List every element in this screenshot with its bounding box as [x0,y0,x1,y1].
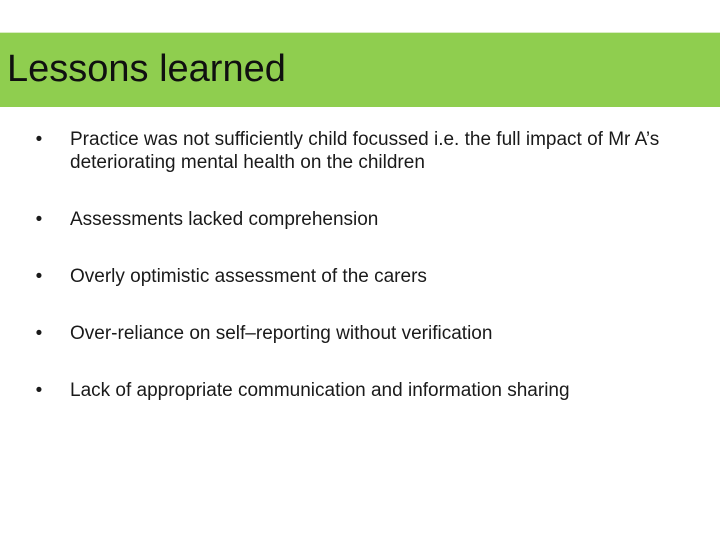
bullet-item [32,379,692,402]
bullet-icon: • [35,129,43,150]
bullet-icon: • [35,380,43,401]
slide-title: Lessons learned [7,48,286,90]
bullet-item [32,208,692,231]
bullet-list [32,128,692,402]
bullet-text: Over-reliance on self–reporting without verification [70,323,493,344]
bullet-item [32,322,692,345]
bullet-icon: • [35,266,43,287]
bullet-text: Overly optimistic assessment of the carers [70,266,427,287]
bullet-text: Practice was not sufficiently child focussed i.e. the full impact of Mr A’s deteriorating mental health on the children [70,129,660,173]
bullet-icon: • [35,209,43,230]
bullet-text: Assessments lacked comprehension [70,209,379,230]
bullet-item [32,128,692,174]
bullet-icon: • [35,323,43,344]
bullet-text: Lack of appropriate communication and information sharing [70,380,570,401]
bullet-item [32,265,692,288]
